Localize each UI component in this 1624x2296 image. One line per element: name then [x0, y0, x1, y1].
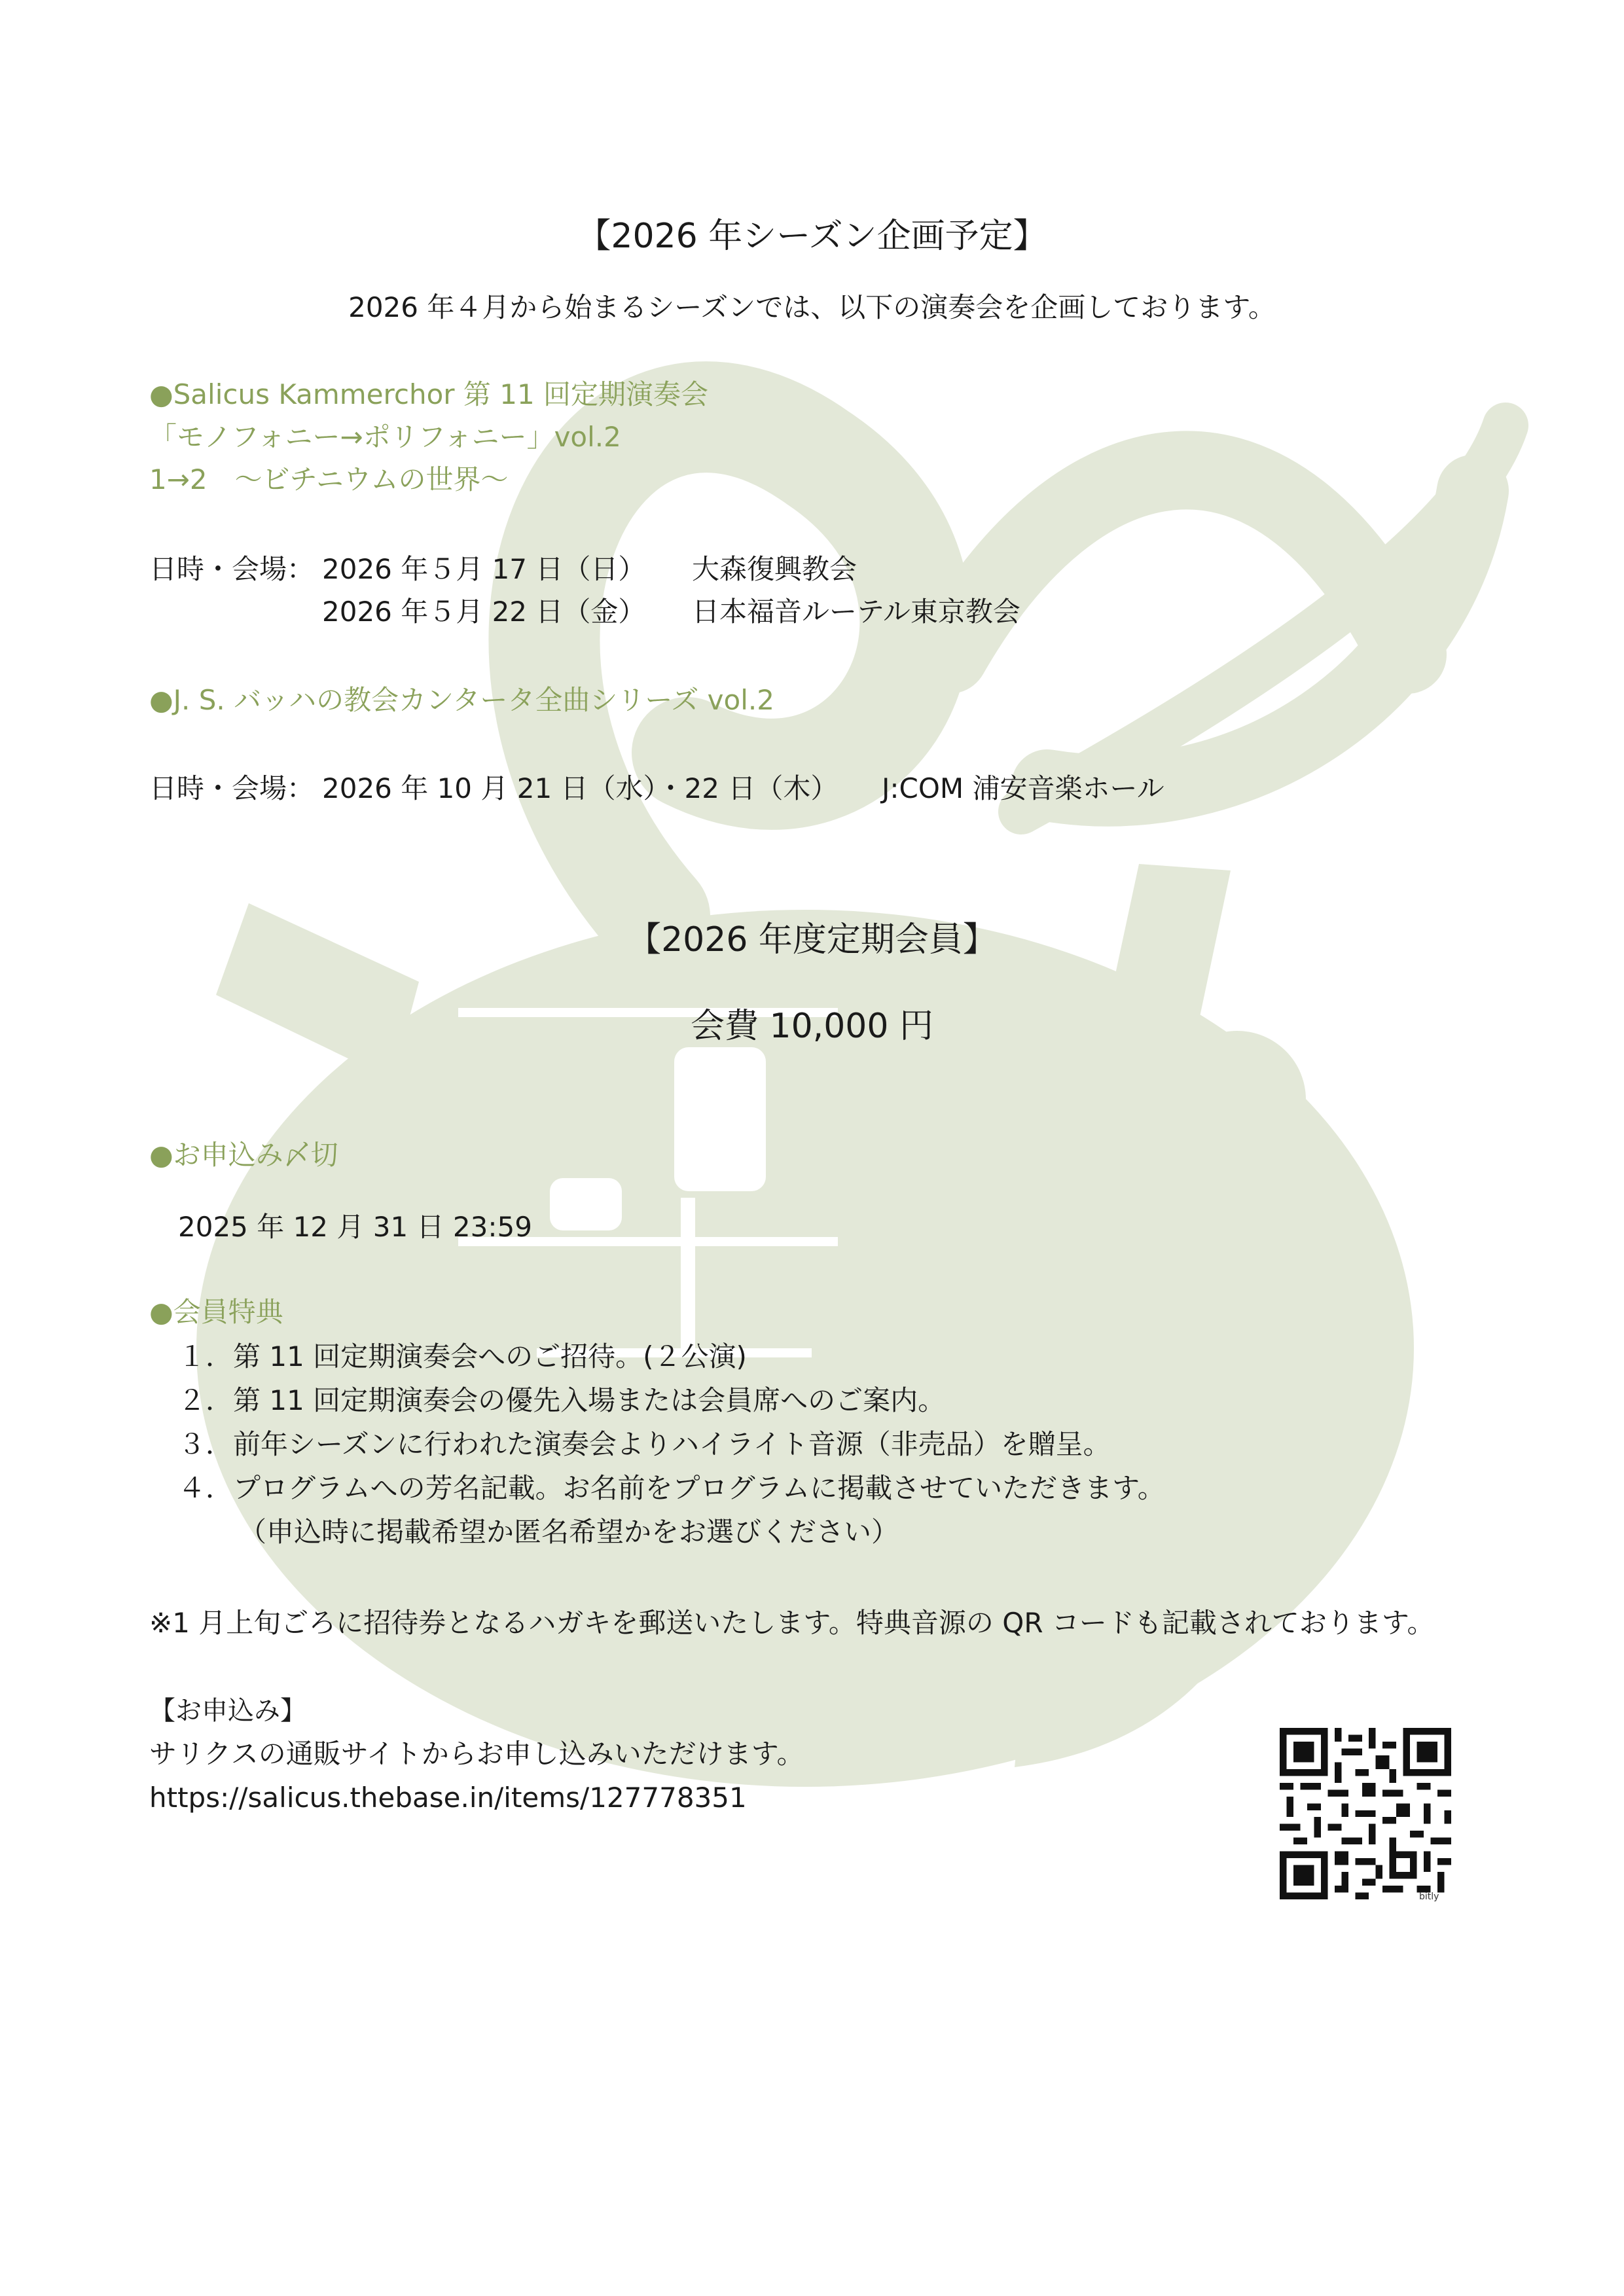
deadline-value: 2025 年 12 月 31 日 23:59: [178, 1211, 532, 1243]
concert1-label: 日時・会場：: [149, 553, 315, 585]
concert1-date2: 2026 年５月 22 日（金）: [322, 596, 646, 628]
benefit-item: １．第 11 回定期演奏会へのご招待。(２公演): [178, 1340, 747, 1372]
notice-text: ※1 月上旬ごろに招待券となるハガキを郵送いたします。特典音源の QR コードも記載されております。: [149, 1607, 1435, 1639]
concert2-date: 2026 年 10 月 21 日（水）・22 日（木）: [322, 772, 839, 804]
membership-fee: 会費 10,000 円: [690, 1007, 933, 1046]
benefit-note: （申込時に掲載希望か匿名希望かをお選びください）: [239, 1516, 899, 1548]
membership-title: 【2026 年度定期会員】: [627, 920, 997, 960]
qr-code[interactable]: [1280, 1728, 1451, 1899]
benefits-title: ●会員特典: [149, 1296, 283, 1328]
bitly-logo: bitly: [1419, 1892, 1439, 1902]
benefit-item: ４．プログラムへの芳名記載。お名前をプログラムに掲載させていただきます。: [178, 1472, 1165, 1504]
concert1-venue1: 大森復興教会: [692, 553, 857, 585]
concert2-title: ●J. S. バッハの教会カンタータ全曲シリーズ vol.2: [149, 684, 774, 716]
benefit-item: ２．第 11 回定期演奏会の優先入場または会員席へのご案内。: [178, 1384, 946, 1416]
apply-text: サリクスの通販サイトからお申し込みいただけます。: [149, 1738, 804, 1770]
benefit-item: ３．前年シーズンに行われた演奏会よりハイライト音源（非売品）を贈呈。: [178, 1428, 1111, 1460]
apply-title: 【お申込み】: [149, 1696, 306, 1726]
concert2-label: 日時・会場：: [149, 772, 315, 804]
season-title: 【2026 年シーズン企画予定】: [577, 217, 1047, 256]
deadline-title: ●お申込み〆切: [149, 1139, 338, 1171]
concert1-subtitle: 「モノフォニー→ポリフォニー」vol.2: [149, 421, 621, 453]
concert1-theme: 1→2 ～ビチニウムの世界～: [149, 463, 509, 495]
apply-url[interactable]: https://salicus.thebase.in/items/127778351: [149, 1782, 747, 1814]
concert1-venue2: 日本福音ルーテル東京教会: [692, 596, 1020, 628]
season-intro: 2026 年４月から始まるシーズンでは、以下の演奏会を企画しております。: [348, 291, 1276, 323]
concert2-venue: J:COM 浦安音楽ホール: [882, 772, 1164, 804]
concert1-date1: 2026 年５月 17 日（日）: [322, 553, 646, 585]
concert1-title: ●Salicus Kammerchor 第 11 回定期演奏会: [149, 378, 709, 410]
